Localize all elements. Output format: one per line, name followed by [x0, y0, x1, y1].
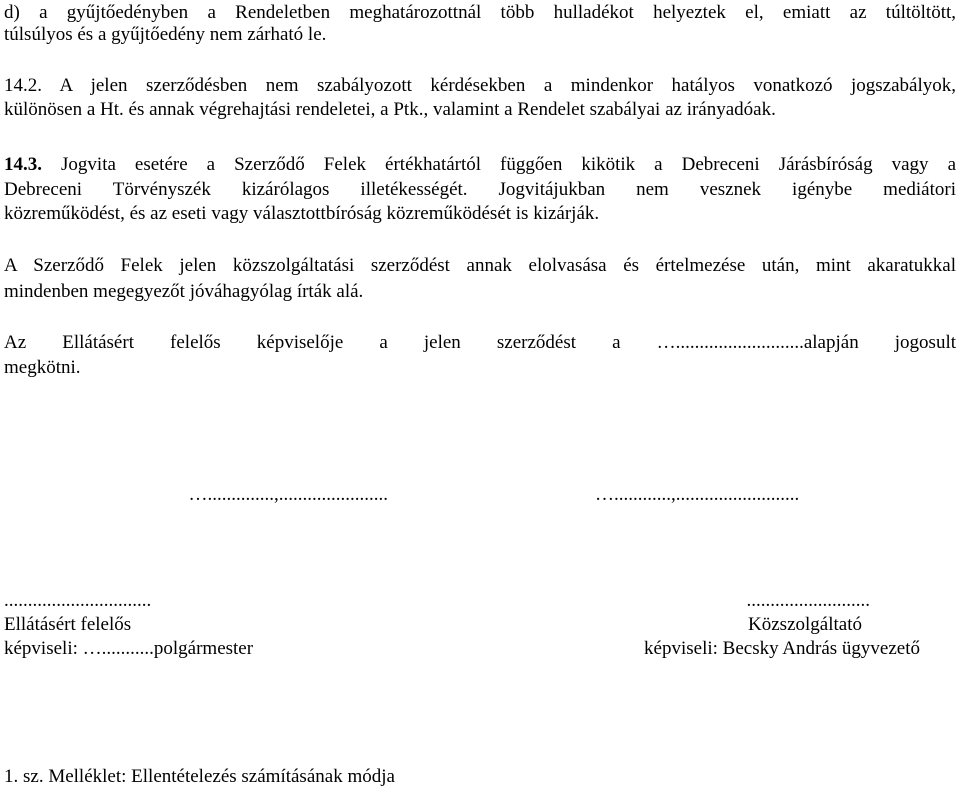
right-representative: képviseli: Becsky András ügyvezető: [644, 638, 920, 659]
section-14-2-text-1: A jelen szerződésben nem szabályozott kérdésekben a mindenkor hatályos vonatkozó jogszabályok,: [59, 75, 956, 96]
section-14-3-text-1: Jogvita esetére a Szerződő Felek értékhatártól függően kikötik a Debreceni Járásbíróság vagy a: [61, 154, 957, 175]
agreement-line-1: A Szerződő Felek jelen közszolgáltatási szerződést annak elolvasása és értelmezése után, mint akaratukkal: [4, 255, 956, 276]
section-14-3-line-1: [4, 154, 956, 176]
section-14-3-number: 14.3.: [4, 154, 42, 175]
paragraph-d-line-1: d) a gyűjtőedényben a Rendeletben meghatározottnál több hulladékot helyeztek el, emiatt az túltöltött,: [4, 2, 956, 23]
right-signature-line: ..........................: [746, 590, 870, 611]
section-14-3-line-3: közreműködést, és az eseti vagy választottbíróság közreműködését is kizárják.: [4, 203, 600, 224]
left-party-label: Ellátásért felelős: [4, 614, 132, 635]
left-signature-line: ...............................: [4, 590, 152, 611]
left-representative: képviseli: …...........polgármester: [4, 638, 254, 659]
authorization-line-2: megkötni.: [4, 357, 81, 378]
agreement-line-2: mindenben megegyezőt jóváhagyólag írták alá.: [4, 281, 364, 302]
annex-title: 1. sz. Melléklet: Ellentételezés számításának módja: [4, 766, 395, 787]
authorization-line-1: Az Ellátásért felelős képviselője a jelen szerződést a …...........................alapján jogosult: [4, 332, 956, 353]
paragraph-d-line-2: túlsúlyos és a gyűjtőedény nem zárható le.: [4, 24, 327, 45]
section-14-2-line-1: [4, 75, 956, 97]
left-place-date: …..............,.......................: [188, 484, 388, 505]
section-14-2-line-2: különösen a Ht. és annak végrehajtási rendeletei, a Ptk., valamint a Rendelet szabályai az irányadóak.: [4, 99, 776, 120]
right-party-label: Közszolgáltató: [748, 614, 862, 635]
right-place-date: …............,..........................: [595, 484, 800, 505]
section-14-3-line-2: Debreceni Törvényszék kizárólagos illetékességét. Jogvitájukban nem vesznek igénybe mediátori: [4, 179, 956, 200]
section-14-2-number: 14.2.: [4, 75, 42, 96]
